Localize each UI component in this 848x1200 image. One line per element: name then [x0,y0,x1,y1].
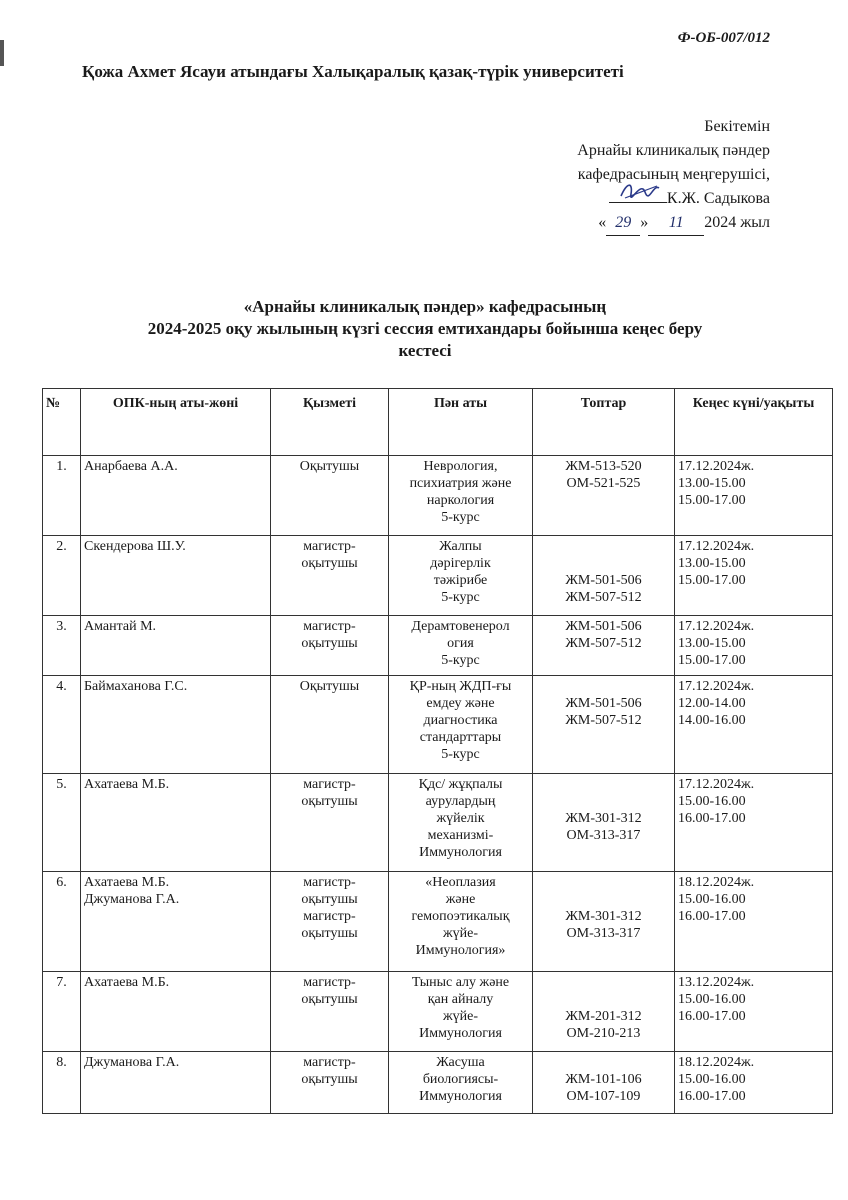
teacher-position: магистр- оқытушы [271,972,389,1052]
binder-mark [0,40,4,66]
teacher-name: Ахатаева М.Б. Джуманова Г.А. [81,872,271,972]
header-groups: Топтар [533,389,675,456]
table-row [43,616,833,676]
teacher-name: Амантай М. [81,616,271,676]
teacher-position: магистр- оқытушы [271,536,389,616]
subject-name: Қдс/ жұқпалы аурулардың жүйелік механизмі- Иммунология [389,774,533,872]
consult-datetime: 17.12.2024ж. 13.00-15.00 15.00-17.00 [675,616,833,676]
table-row [43,774,833,872]
teacher-position: магистр- оқытушы [271,774,389,872]
approval-signature-line [577,187,770,211]
approval-day: 29 [606,211,640,236]
approval-year: 2024 жыл [704,214,770,231]
group-codes: ЖМ-301-312 ОМ-313-317 [533,872,675,972]
approval-line-department: Арнайы клиникалық пәндер [577,142,770,159]
header-subject: Пән аты [389,389,533,456]
subject-name: «Неоплазия және гемопоэтикалық жүйе- Иммунология» [389,872,533,972]
header-teacher-name: ОПК-ның аты-жөні [81,389,271,456]
table-row [43,676,833,774]
subject-name: Неврология, психиатрия және наркология 5-курс [389,456,533,536]
table-header-row [43,389,833,456]
consult-datetime: 17.12.2024ж. 13.00-15.00 15.00-17.00 [675,456,833,536]
teacher-name: Джуманова Г.А. [81,1052,271,1114]
row-number: 1. [43,456,81,536]
consult-datetime: 17.12.2024ж. 13.00-15.00 15.00-17.00 [675,536,833,616]
consult-datetime: 17.12.2024ж. 15.00-16.00 16.00-17.00 [675,774,833,872]
subject-name: Дерамтовенерол огия 5-курс [389,616,533,676]
teacher-name: Баймаханова Г.С. [81,676,271,774]
row-number: 2. [43,536,81,616]
subject-name: Тыныс алу және қан айналу жүйе- Иммунология [389,972,533,1052]
head-name: К.Ж. Садыкова [666,190,770,207]
table-row [43,872,833,972]
consult-datetime: 18.12.2024ж. 15.00-16.00 16.00-17.00 [675,872,833,972]
group-codes: ЖМ-201-312 ОМ-210-213 [533,972,675,1052]
title-line-1: «Арнайы клиникалық пәндер» кафедрасының [243,297,607,316]
approval-date-line: « 29 » 11 2024 жыл [577,211,770,236]
subject-name: ҚР-ның ЖДП-ғы емдеу және диагностика стандарттары 5-курс [389,676,533,774]
group-codes: ЖМ-501-506 ЖМ-507-512 [533,676,675,774]
group-codes: ЖМ-101-106 ОМ-107-109 [533,1052,675,1114]
group-codes: ЖМ-513-520 ОМ-521-525 [533,456,675,536]
table-row [43,536,833,616]
header-consult-time: Кеңес күні/уақыты [675,389,833,456]
approval-line-head: кафедрасының меңгерушісі, [577,166,770,183]
teacher-position: Оқытушы [271,456,389,536]
teacher-position: магистр- оқытушы магистр- оқытушы [271,872,389,972]
row-number: 6. [43,872,81,972]
consultation-table [42,388,833,1114]
approval-block [577,115,770,236]
teacher-position: Оқытушы [271,676,389,774]
group-codes: ЖМ-501-506 ЖМ-507-512 [533,536,675,616]
consult-datetime: 17.12.2024ж. 12.00-14.00 14.00-16.00 [675,676,833,774]
document-title [60,296,790,362]
row-number: 3. [43,616,81,676]
form-code: Ф-ОБ-007/012 [677,30,770,46]
row-number: 5. [43,774,81,872]
teacher-name: Анарбаева А.А. [81,456,271,536]
consult-datetime: 18.12.2024ж. 15.00-16.00 16.00-17.00 [675,1052,833,1114]
title-line-3: кестесі [398,341,452,360]
approval-month: 11 [648,211,704,236]
row-number: 8. [43,1052,81,1114]
table-row [43,972,833,1052]
group-codes: ЖМ-301-312 ОМ-313-317 [533,774,675,872]
row-number: 4. [43,676,81,774]
header-number: № [43,389,81,456]
row-number: 7. [43,972,81,1052]
header-position: Қызметі [271,389,389,456]
group-codes: ЖМ-501-506 ЖМ-507-512 [533,616,675,676]
teacher-name: Ахатаева М.Б. [81,774,271,872]
title-line-2: 2024-2025 оқу жылының күзгі сессия емтихандары бойынша кеңес беру [147,319,703,338]
teacher-name: Ахатаева М.Б. [81,972,271,1052]
teacher-position: магистр- оқытушы [271,616,389,676]
subject-name: Жасуша биологиясы- Иммунология [389,1052,533,1114]
subject-name: Жалпы дәрігерлік тәжірибе 5-курс [389,536,533,616]
signature-blank [609,188,667,203]
table-row [43,1052,833,1114]
table-row [43,456,833,536]
signature-icon [619,178,663,202]
university-name: Қожа Ахмет Ясауи атындағы Халықаралық қазақ-түрік университеті [82,62,624,81]
teacher-position: магистр- оқытушы [271,1052,389,1114]
approval-line-approve: Бекітемін [704,118,770,135]
consult-datetime: 13.12.2024ж. 15.00-16.00 16.00-17.00 [675,972,833,1052]
teacher-name: Скендерова Ш.У. [81,536,271,616]
